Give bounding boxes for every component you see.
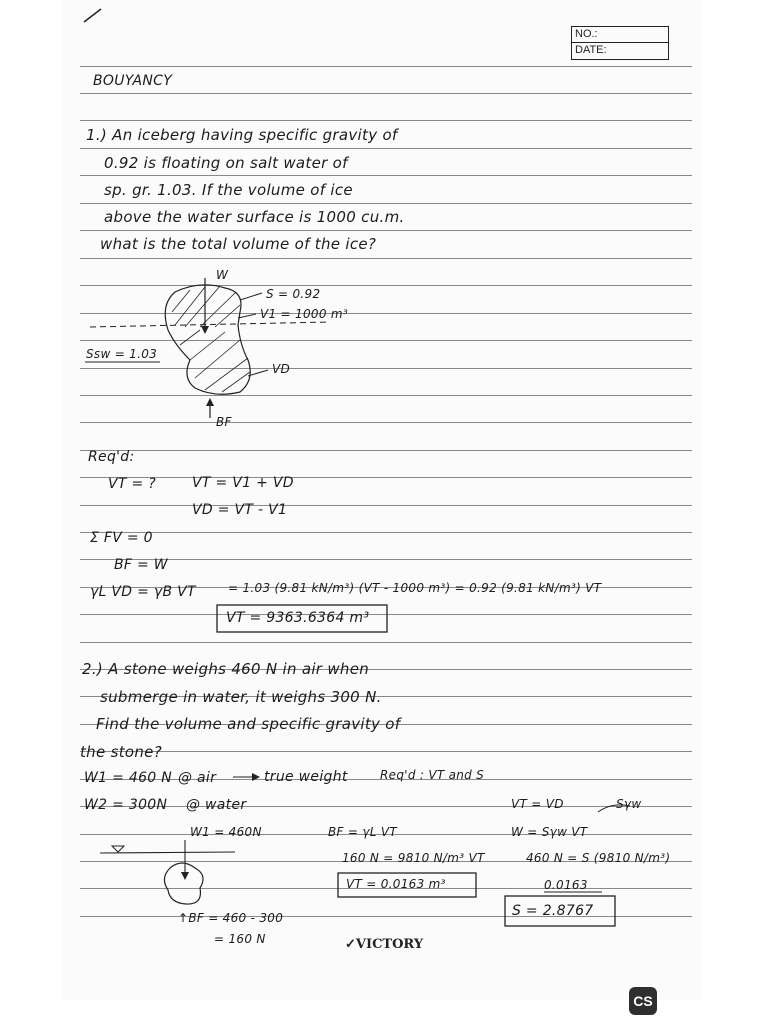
bf-substituted: 160 N = 9810 N/m³ VT [342,851,485,865]
equation-vt: VT = V1 + VD [192,475,294,491]
equation-substituted: = 1.03 (9.81 kN/m³) (VT - 1000 m³) = 0.92 (9.81 kN/m³) VT [228,581,602,595]
problem1-line-1: 1.) An iceberg having specific gravity of [86,126,398,144]
problem2-line-2: submerge in water, it weighs 300 N. [100,688,382,706]
true-weight-label: true weight [264,769,348,785]
vt-unknown: VT = ? [108,476,156,492]
camscanner-badge: CS [629,987,657,1015]
fig-vd-label: VD [272,362,291,376]
bf-equals-w: BF = W [114,557,168,573]
fig-bf-equation: ↑BF = 460 - 300 [178,911,284,925]
equation-vd: VD = VT - V1 [192,502,288,518]
problem1-line-3: sp. gr. 1.03. If the volume of ice [104,181,353,199]
vt-equals-vd: VT = VD [511,797,564,811]
reqd-label-1: Req'd: [88,449,135,465]
sum-forces: Σ FV = 0 [90,530,153,546]
equation-gamma: γL VD = γB VT [90,584,196,600]
stone-weight-arrowhead [181,872,189,880]
iceberg-outline [165,285,250,394]
answer-sg: S = 2.8767 [512,903,594,919]
problem1-line-4: above the water surface is 1000 cu.m. [104,208,405,226]
fig-s-label: S = 0.92 [266,287,321,301]
s-leader-line [240,293,262,300]
true-weight-arrowhead [252,773,260,781]
corner-tick-mark [84,9,101,22]
bf-formula: BF = γL VT [328,825,397,839]
victory-brand-logo [345,937,423,952]
fig-bf-label: BF [216,415,232,429]
fig-ssw-label: Ssw = 1.03 [86,347,158,361]
victory-v-icon: ✓ [345,937,356,952]
problem1-line-5: what is the total volume of the ice? [100,235,377,253]
water-surface-line [90,322,330,327]
page-title: BOUYANCY [93,73,173,89]
v1-leader-line [238,314,256,318]
fig-w-label: W [216,268,229,282]
problem2-line-4: the stone? [80,743,162,761]
fig-bf-result: = 160 N [214,932,266,946]
stone-outline [164,863,203,904]
stone-water-line [100,852,235,853]
denominator: 0.0163 [544,878,588,892]
problem2-line-1: 2.) A stone weighs 460 N in air when [82,660,370,678]
fig-v1-label: V1 = 1000 m³ [260,307,348,321]
w2-value: W2 = 300N [84,797,168,813]
problem2-line-3: Find the volume and specific gravity of [96,715,401,733]
fig-w1-label: W1 = 460N [190,825,262,839]
w-formula: W = Sγw VT [511,825,588,839]
problem1-line-2: 0.92 is floating on salt water of [104,154,348,172]
iceberg-hatch [172,286,250,392]
date-label: DATE: [575,44,607,56]
w-substituted: 460 N = S (9810 N/m³) [526,851,671,865]
answer-vt: VT = 9363.6364 m³ [226,610,370,626]
w1-where: @ air [178,770,217,786]
reqd-label-2: Req'd : VT and S [380,768,485,782]
vd-leader-line [248,370,268,376]
gamma-sw-label: Sγw [616,797,642,811]
weight-arrowhead [201,326,209,334]
w2-where: @ water [186,797,247,813]
w1-value: W1 = 460 N [84,770,173,786]
buoyancy-arrowhead [206,398,214,406]
answer-volume: VT = 0.0163 m³ [346,877,446,891]
brand-text: VICTORY [355,937,424,952]
no-label: NO.: [575,28,598,40]
water-level-symbol [112,846,124,852]
